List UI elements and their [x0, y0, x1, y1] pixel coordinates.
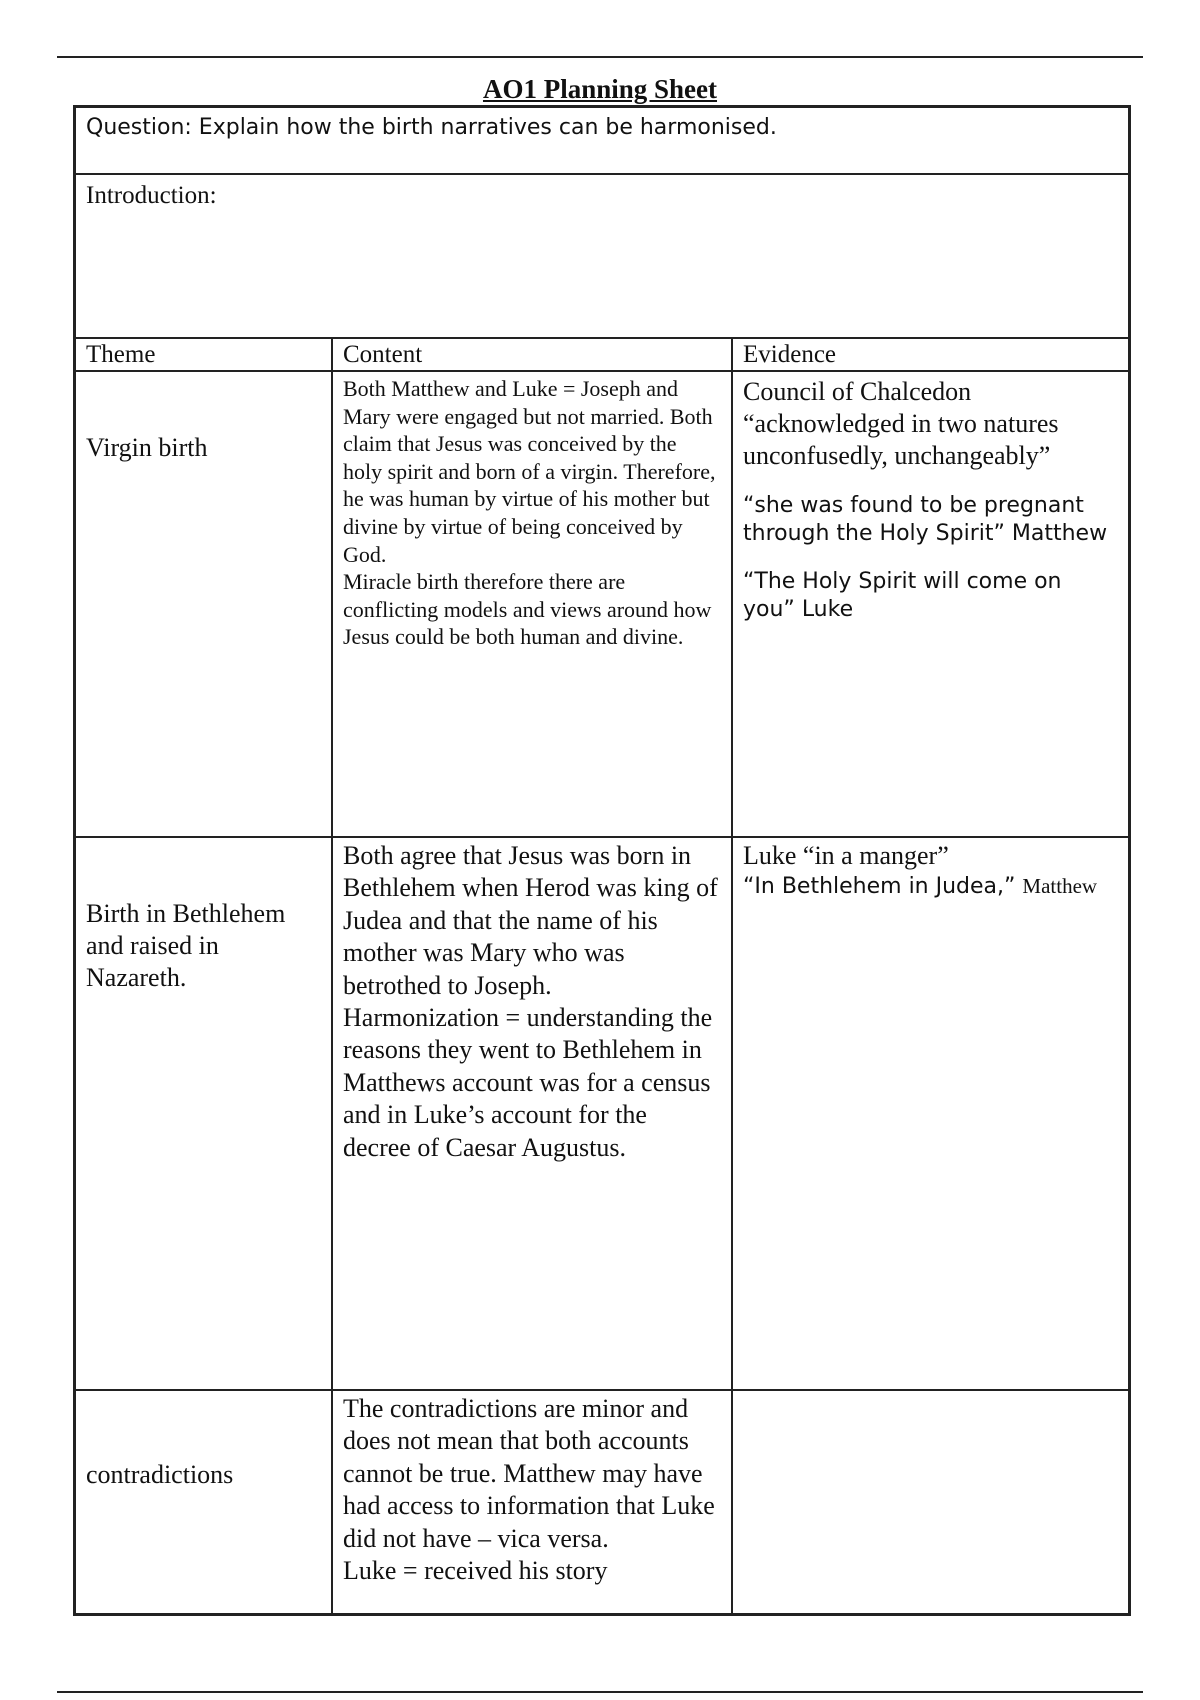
theme-cell-contradictions: [75, 1390, 332, 1614]
content-paragraph: Miracle birth therefore there are conflicting models and views around how Jesus could be both human and divine.: [343, 569, 712, 650]
header-evidence: Evidence: [732, 338, 1129, 371]
question-cell: [75, 107, 1129, 174]
theme-label: contradictions: [86, 1460, 234, 1489]
evidence-source-matthew: Matthew: [1022, 874, 1098, 898]
content-paragraph: Harmonization = understanding the reasons they went to Bethlehem in Matthews account was for a census and in Luke’s account for the decree of Caesar Augustus.: [343, 1003, 713, 1162]
top-rule: [57, 56, 1143, 58]
evidence-quote-luke: “The Holy Spirit will come on you” Luke: [743, 569, 1062, 622]
evidence-cell-contradictions[interactable]: [732, 1390, 1129, 1614]
theme-label: Birth in Bethlehem and raised in Nazareth.: [86, 899, 286, 992]
evidence-cell-bethlehem: [732, 837, 1129, 1390]
evidence-quote-judea: [743, 872, 1118, 901]
evidence-quote-matthew: “she was found to be pregnant through the Holy Spirit” Matthew: [743, 493, 1108, 546]
evidence-quote-chalcedon: Council of Chalcedon “acknowledged in two natures unconfusedly, unchangeably”: [743, 377, 1059, 470]
theme-cell-bethlehem: [75, 837, 332, 1390]
evidence-quote-judea-text: “In Bethlehem in Judea,”: [743, 874, 1016, 899]
content-cell-virgin-birth: [332, 371, 732, 837]
header-theme: Theme: [75, 338, 332, 371]
evidence-quote-manger: Luke “in a manger”: [743, 841, 949, 870]
page-title: AO1 Planning Sheet: [482, 74, 718, 104]
evidence-cell-virgin-birth: [732, 371, 1129, 837]
content-paragraph: The contradictions are minor and does not mean that both accounts cannot be true. Matthew may have had access to information that Luke did not have – vica versa.: [343, 1394, 715, 1553]
content-paragraph: Both Matthew and Luke = Joseph and Mary were engaged but not married. Both claim that Jesus was conceived by the holy spirit and born of a virgin. Therefore, he was human by virtue of his mother but divine by virtue of being conceived by God.: [343, 376, 716, 567]
bottom-rule: [57, 1691, 1143, 1693]
introduction-label: Introduction:: [86, 182, 217, 209]
question-text: Question: Explain how the birth narratives can be harmonised.: [86, 115, 777, 140]
content-paragraph: Luke = received his story: [343, 1556, 608, 1586]
header-content: Content: [332, 338, 732, 371]
content-paragraph: Both agree that Jesus was born in Bethlehem when Herod was king of Judea and that the name of his mother was Mary who was betrothed to Joseph.: [343, 841, 718, 1000]
theme-label: Virgin birth: [86, 433, 208, 462]
theme-cell-virgin-birth: [75, 371, 332, 837]
planning-table: [73, 105, 1131, 1616]
introduction-cell[interactable]: [75, 174, 1129, 338]
content-cell-bethlehem: [332, 837, 732, 1390]
content-cell-contradictions: [332, 1390, 732, 1614]
